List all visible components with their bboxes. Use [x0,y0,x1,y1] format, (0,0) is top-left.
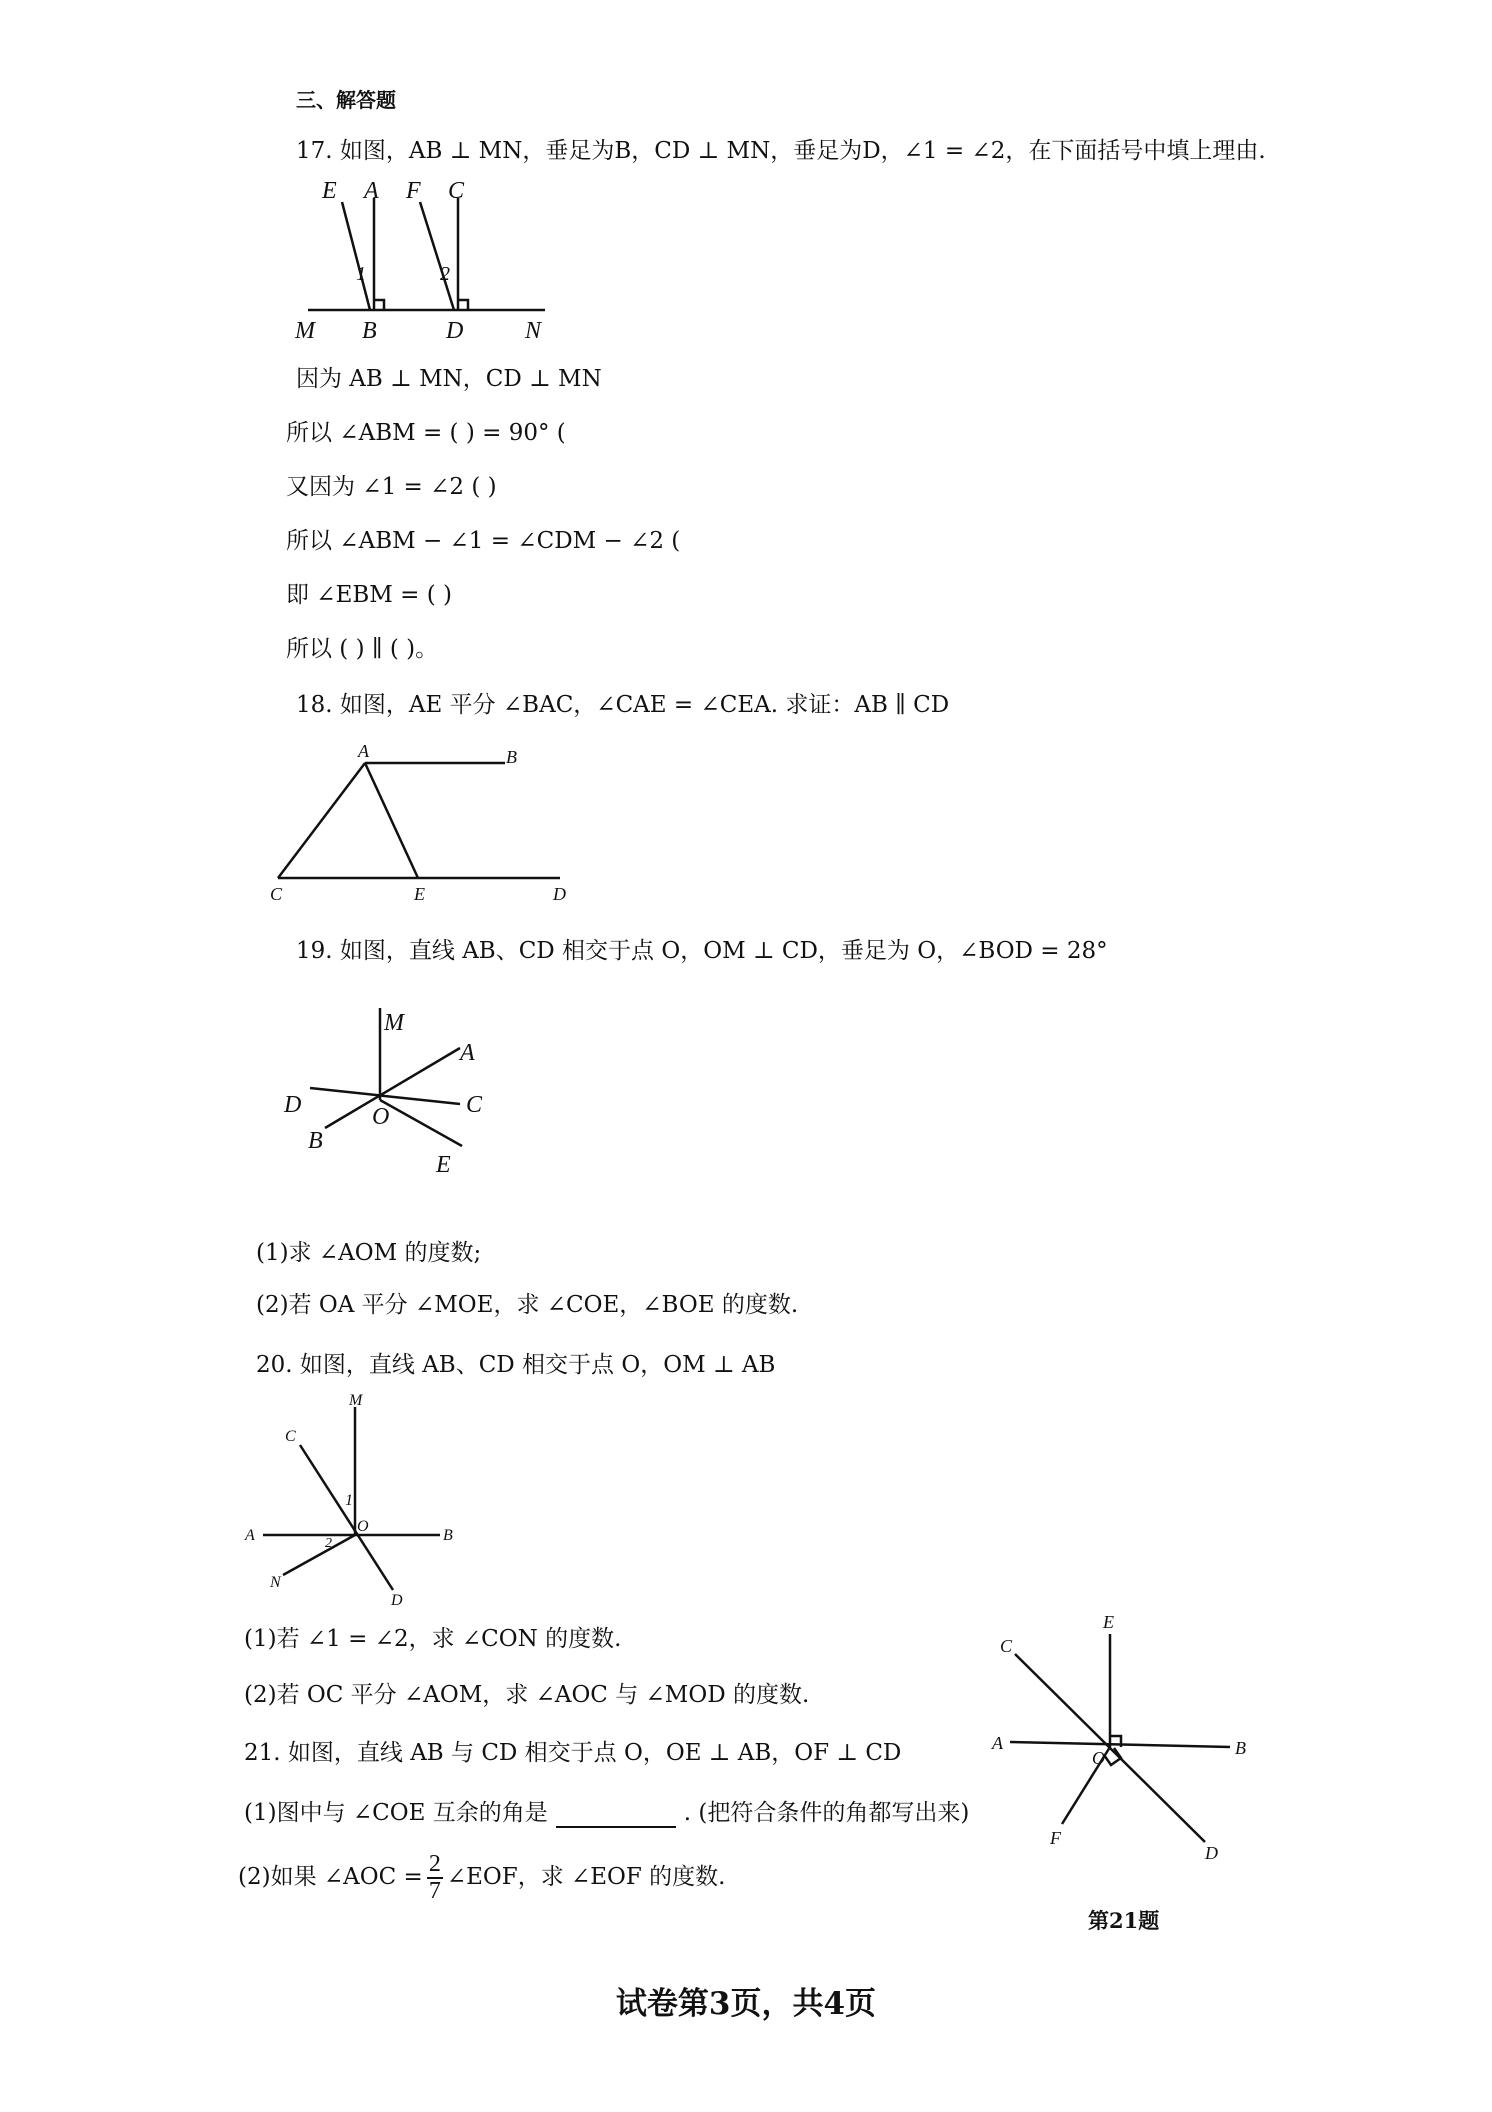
q19-label-A: A [460,1040,475,1066]
q20-ray-ON [283,1535,355,1575]
section-title: 三、解答题 [296,88,396,112]
q20-label-D: D [391,1592,403,1609]
q19-ray-OE [380,1100,462,1146]
q18-segment-AC [278,763,365,878]
q20-label-A: A [245,1527,255,1544]
q21-label-B: B [1235,1738,1246,1758]
q18-segment-AE [365,763,418,878]
q17-label-F: F [406,178,421,204]
q17-right-angle-B [374,300,384,310]
q18-label-D: D [553,884,566,904]
q20-label-B: B [443,1527,453,1544]
q21-fraction-denominator: 7 [428,1878,441,1905]
q17-label-E: E [322,178,337,204]
q20-label-C: C [285,1428,296,1445]
q21-label-O: O [1092,1748,1105,1768]
q20-line-CD [300,1445,393,1590]
q21-part-1 [244,1800,969,1828]
q17-line-6: 所以 ( ) ∥ ( )。 [286,636,439,662]
q21-stem: 21. 如图，直线 AB 与 CD 相交于点 O，OE ⊥ AB，OF ⊥ CD [244,1740,902,1766]
q18-label-B: B [506,747,517,767]
q20-label-N: N [270,1574,281,1591]
q17-label-M: M [295,318,315,344]
q17-label-A: A [364,178,379,204]
q17-line-4: 所以 ∠ABM − ∠1 = ∠CDM − ∠2 ( [286,528,681,554]
q21-label-E: E [1103,1612,1114,1632]
q17-stem: 17. 如图，AB ⊥ MN，垂足为B，CD ⊥ MN，垂足为D，∠1 = ∠2，在下面括号中填上理由. [296,138,1266,164]
q21-part-2-suffix: ∠EOF，求 ∠EOF 的度数. [446,1864,726,1891]
q17-label-2: 2 [440,263,450,285]
q19-part-2: (2)若 OA 平分 ∠MOE，求 ∠COE，∠BOE 的度数. [256,1292,799,1318]
q19-label-E: E [436,1152,451,1178]
q20-part-2: (2)若 OC 平分 ∠AOM，求 ∠AOC 与 ∠MOD 的度数. [244,1682,810,1708]
q21-label-D: D [1205,1843,1218,1863]
q17-label-D: D [446,318,464,344]
q18-label-E: E [414,884,425,904]
q21-fraction-numerator: 2 [427,1852,443,1879]
q21-part-2 [238,1852,726,1904]
q21-label-F: F [1050,1828,1061,1848]
q19-label-B: B [308,1128,323,1154]
q19-stem: 19. 如图，直线 AB、CD 相交于点 O，OM ⊥ CD，垂足为 O，∠BOD = 28° [296,938,1108,964]
q20-figure [245,1392,470,1610]
q21-answer-blank [556,1802,676,1828]
q18-figure [270,741,580,905]
q17-line-5: 即 ∠EBM = ( ) [286,582,452,608]
q20-label-2: 2 [325,1536,332,1551]
q17-label-B: B [362,318,377,344]
q19-line-AB [325,1048,460,1128]
q17-label-1: 1 [356,263,366,285]
q17-line-2: 所以 ∠ABM = ( ) = 90° ( [286,420,566,446]
q20-label-M: M [349,1392,363,1409]
q17-line-1: 因为 AB ⊥ MN，CD ⊥ MN [296,366,602,392]
q20-label-O: O [357,1518,369,1535]
q19-figure [280,1000,520,1180]
q19-label-M: M [384,1010,404,1036]
q18-stem: 18. 如图，AE 平分 ∠BAC，∠CAE = ∠CEA. 求证：AB ∥ CD [296,692,950,718]
q21-label-C: C [1000,1636,1013,1656]
q19-part-1: (1)求 ∠AOM 的度数; [256,1240,482,1266]
q21-part-1-prefix: (1)图中与 ∠COE 互余的角是 [244,1800,548,1826]
q17-ray-DF [420,202,454,310]
q17-figure [290,180,570,350]
q21-figure-caption: 第21题 [1088,1908,1160,1933]
q17-line-3: 又因为 ∠1 = ∠2 ( ) [286,474,497,500]
q21-part-2-prefix: (2)如果 ∠AOC = [238,1864,423,1891]
q18-label-C: C [270,884,283,904]
page-number-footer: 试卷第3页，共4页 [615,1986,877,2022]
q21-fraction [427,1852,443,1904]
q17-ray-BE [342,202,370,310]
q17-label-C: C [448,178,465,204]
q18-label-A: A [358,741,369,761]
q20-stem: 20. 如图，直线 AB、CD 相交于点 O，OM ⊥ AB [256,1352,776,1378]
q20-label-1: 1 [345,1492,353,1509]
q17-right-angle-D [458,300,468,310]
q17-label-N: N [525,318,542,344]
q21-label-A: A [992,1733,1003,1753]
q21-figure [980,1612,1260,1862]
q21-part-1-suffix: . (把符合条件的角都写出来) [683,1800,970,1826]
q19-label-C: C [466,1092,483,1118]
q20-part-1: (1)若 ∠1 = ∠2，求 ∠CON 的度数. [244,1626,622,1652]
q19-label-D: D [284,1092,302,1118]
q19-label-O: O [372,1104,390,1130]
